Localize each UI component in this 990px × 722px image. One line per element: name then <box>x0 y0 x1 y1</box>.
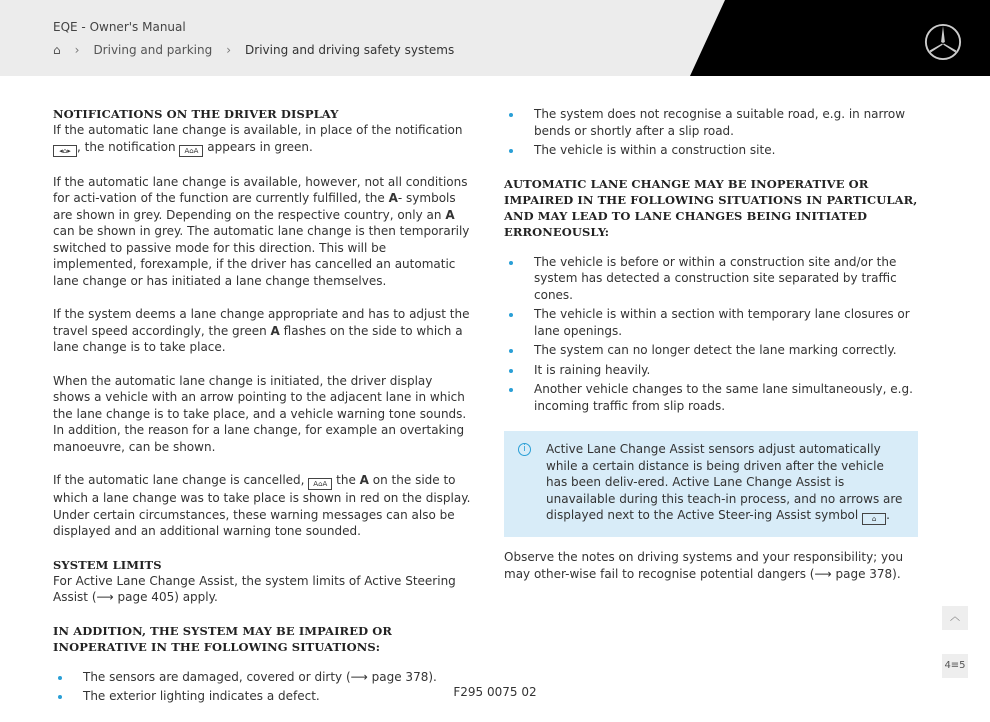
list-item: It is raining heavily. <box>504 362 918 379</box>
text: flashes on the side to which a lane change is to take place. <box>53 323 463 354</box>
text: , the notification <box>77 139 176 154</box>
chevron-right-icon: › <box>226 43 232 57</box>
text: - symbols are shown in grey. Depending on the respective country, only an <box>53 191 456 222</box>
bullet-list <box>504 106 918 159</box>
text: If the system deems a lane change appropriate and has to adjust the travel speed accordingly, the green <box>53 307 470 338</box>
text: If the automatic lane change is available, however, not all conditions for acti-vation of the function are currently fulfilled, the <box>53 174 468 205</box>
active-steering-assist-icon: ⌂ <box>862 513 886 525</box>
lane-change-notification-icon: ◂⌂▸ <box>53 145 77 157</box>
paragraph <box>53 306 471 356</box>
section-heading: AUTOMATIC LANE CHANGE MAY BE INOPERATIVE OR IMPAIRED IN THE FOLLOWING SITUATIONS IN PARTICULAR, AND MAY LEAD TO LANE CHANGES BEING INITIATED ERRONEOUSLY: <box>504 176 918 239</box>
list-item: The vehicle is within a section with temporary lane closures or lane openings. <box>504 306 918 339</box>
list-item: The system does not recognise a suitable road, e.g. in narrow bends or shortly after a slip road. <box>504 106 918 139</box>
list-item: Another vehicle changes to the same lane simultaneously, e.g. incoming traffic from slip roads. <box>504 381 918 414</box>
right-column <box>504 106 918 599</box>
breadcrumb <box>53 42 454 59</box>
list-item: The vehicle is within a construction site. <box>504 142 918 159</box>
automatic-lane-change-icon: A⌂A <box>179 145 203 157</box>
list-item: The system can no longer detect the lane marking correctly. <box>504 342 918 359</box>
text: the <box>336 473 356 487</box>
section-heading: NOTIFICATIONS ON THE DRIVER DISPLAY <box>53 107 339 121</box>
info-note <box>504 431 918 537</box>
home-icon[interactable]: ⌂ <box>53 43 61 57</box>
list-item: The vehicle is before or within a construction site and/or the system has detected a construction site separated by traffic cones. <box>504 254 918 304</box>
section-heading: SYSTEM LIMITS <box>53 557 162 572</box>
chevron-right-icon: › <box>74 43 80 57</box>
chevron-up-icon: ︿ <box>950 612 960 623</box>
image-code: F295 0075 02 <box>453 685 537 699</box>
section-heading: IN ADDITION, THE SYSTEM MAY BE IMPAIRED OR INOPERATIVE IN THE FOLLOWING SITUATIONS: <box>53 623 393 654</box>
mercedes-star-logo <box>924 23 962 61</box>
text: . <box>886 508 890 522</box>
note-text: Active Lane Change Assist sensors adjust automatically while a certain distance is being driven after the vehicle has been deliv-ered. Active Lane Change Assist is unavailable during this teach-in process, and no arrows are displayed next to the Active Steer-ing Assist symbol <box>546 442 903 522</box>
header <box>0 0 990 76</box>
info-icon: i <box>518 443 531 456</box>
a-symbol: A <box>445 207 455 222</box>
bullet-list <box>504 254 918 415</box>
paragraph <box>53 472 471 540</box>
a-symbol: A <box>388 191 398 205</box>
breadcrumb-current: Driving and driving safety systems <box>245 43 455 57</box>
list-item: The exterior lighting indicates a defect. <box>53 688 471 705</box>
text: If the automatic lane change is available, in place of the notification <box>53 123 463 137</box>
breadcrumb-driving-and-parking[interactable]: Driving and parking <box>93 43 213 57</box>
a-symbol: A <box>270 323 280 338</box>
brand-panel <box>690 0 990 76</box>
page-button[interactable]: 4≡5 <box>942 654 968 678</box>
paragraph <box>53 122 471 157</box>
text: can be shown in grey. The automatic lane change is then temporarily switched to passive mode for this direction. This will be implemented, forexample, if the driver has cancelled an automatic lane change or has initiated a lane change themselves. <box>53 224 470 288</box>
text: on the side to which a lane change was to take place is shown in red on the display. Under certain circumstances, these warning messages can also be displayed and an additional warning tone sounded. <box>53 473 471 538</box>
paragraph: When the automatic lane change is initiated, the driver display shows a vehicle with an arrow pointing to the adjacent lane in which the lane change is to take place, and a vehicle warning tone sounds. In addition, the reason for a lane change, for example an overtaking manoeuvre, can be shown. <box>53 373 467 454</box>
paragraph[interactable]: Observe the notes on driving systems and your responsibility; you may other-wise fail to recognise potential dangers (⟶ page 378). <box>504 550 904 581</box>
automatic-lane-change-icon: A⌂A <box>308 478 332 490</box>
text: If the automatic lane change is cancelled, <box>53 473 305 487</box>
paragraph[interactable]: For Active Lane Change Assist, the system limits of Active Steering Assist (⟶ page 405) apply. <box>53 573 456 604</box>
paragraph <box>53 174 471 290</box>
scroll-to-top-button[interactable] <box>942 606 968 630</box>
list-item: The sensors are damaged, covered or dirty (⟶ page 378). <box>53 669 471 686</box>
text: appears in green. <box>207 139 313 154</box>
a-symbol: A <box>359 473 369 487</box>
manual-title: EQE - Owner's Manual <box>53 20 186 34</box>
left-column <box>53 106 471 722</box>
